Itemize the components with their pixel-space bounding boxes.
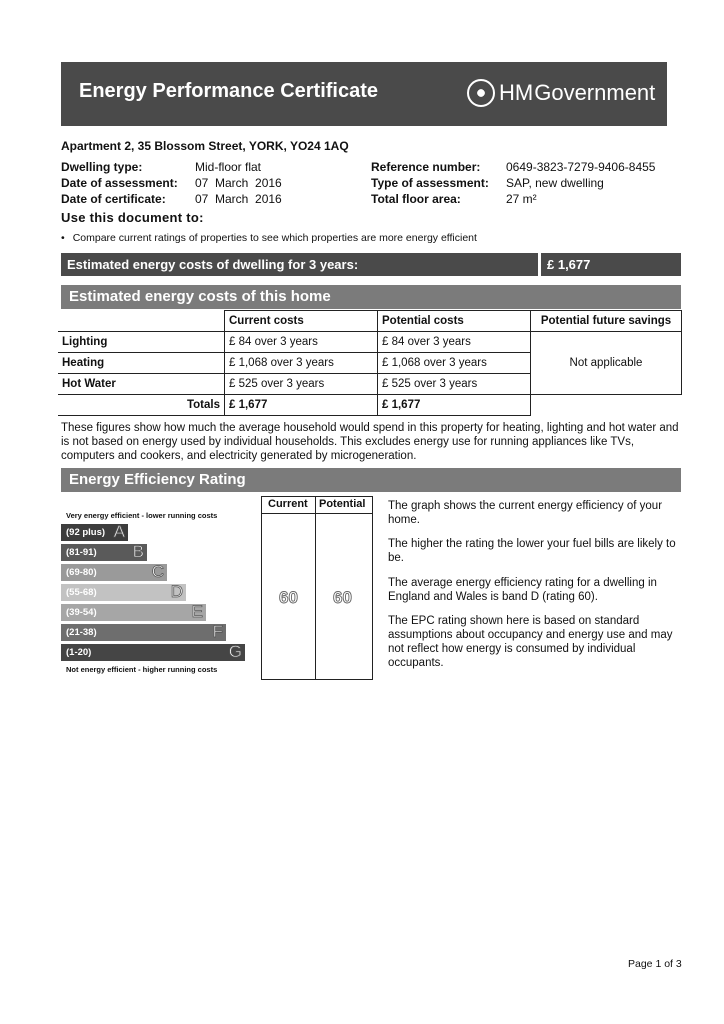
heating-current: £ 1,068 over 3 years: [225, 353, 378, 374]
estimated-3yr-value-box: [541, 253, 681, 276]
certificate-title: Energy Performance Certificate: [79, 80, 379, 102]
band-letter: B: [132, 542, 144, 561]
current-score: 60: [279, 588, 298, 607]
band-range: (21-38): [66, 627, 97, 638]
band-letter: F: [212, 622, 223, 641]
brand-suffix: Government: [534, 80, 656, 105]
reference-number-label: Reference number:: [371, 160, 481, 174]
band-range: (39-54): [66, 607, 97, 618]
heating-label: Heating: [58, 353, 225, 374]
band-letter: C: [151, 562, 164, 581]
estimated-3yr-label: Estimated energy costs of dwelling for 3 years:: [67, 257, 359, 272]
certificate-date-label: Date of certificate:: [61, 192, 166, 206]
rating-score-box: [261, 496, 373, 680]
band-range: (55-68): [66, 587, 97, 598]
table-row: [58, 332, 682, 353]
band-letter: G: [228, 642, 242, 661]
lighting-label: Lighting: [58, 332, 225, 353]
rating-text-2: The higher the rating the lower your fuel bills are likely to be.: [388, 538, 676, 564]
bullet-text: Compare current ratings of properties to see which properties are more energy efficient: [72, 232, 477, 244]
rating-band-g: [61, 644, 245, 661]
property-address: Apartment 2, 35 Blossom Street, YORK, YO24 1AQ: [61, 139, 349, 153]
current-column-header: Current: [268, 498, 308, 510]
rating-band-b: [61, 544, 147, 561]
dwelling-type-value: Mid-floor flat: [195, 160, 262, 174]
potential-column-header: Potential: [319, 498, 366, 510]
lighting-current: £ 84 over 3 years: [225, 332, 378, 353]
page-number: Page 1 of 3: [628, 958, 682, 970]
rating-band-e: [61, 604, 206, 621]
costs-note: These figures show how much the average household would spend in this property for heating, lighting and hot water and is not based on energy used by individual households. This excludes energy use for running appliances like TVs, computers and cookers, and electricity generated by microgeneration.: [61, 422, 679, 462]
current-costs-header: Current costs: [225, 311, 378, 332]
band-range: (92 plus): [66, 527, 106, 538]
rating-band-c: [61, 564, 167, 581]
lighting-potential: £ 84 over 3 years: [378, 332, 531, 353]
rating-section-header: [61, 468, 681, 492]
totals-current: £ 1,677: [225, 395, 378, 416]
table-header-row: [58, 311, 682, 332]
heating-potential: £ 1,068 over 3 years: [378, 353, 531, 374]
assessment-date-value: 07 March 2016: [195, 176, 282, 190]
bullet-icon: •: [61, 232, 65, 244]
hot-water-potential: £ 525 over 3 years: [378, 374, 531, 395]
costs-section-title: Estimated energy costs of this home: [69, 288, 331, 305]
rating-band-d: [61, 584, 186, 601]
band-range: (81-91): [66, 547, 97, 558]
totals-potential: £ 1,677: [378, 395, 531, 416]
hm-government-logo: [467, 78, 655, 108]
rating-score-divider: [315, 496, 316, 679]
totals-row: [58, 395, 682, 416]
band-letter: D: [170, 582, 183, 601]
reference-number-value: 0649-3823-7279-9406-8455: [506, 160, 656, 174]
dwelling-type-label: Dwelling type:: [61, 160, 143, 174]
rating-band-a: [61, 524, 128, 541]
rating-text-4: The EPC rating shown here is based on standard assumptions about occupancy and energy use and may not reflect how energy is consumed by individual occupants.: [388, 615, 673, 669]
rating-section-title: Energy Efficiency Rating: [69, 471, 246, 488]
costs-table: [58, 310, 682, 416]
table-corner: [58, 311, 225, 332]
certificate-date-value: 07 March 2016: [195, 192, 282, 206]
band-range: (69-80): [66, 567, 97, 578]
totals-empty: [531, 395, 682, 416]
assessment-date-label: Date of assessment:: [61, 176, 178, 190]
floor-area-label: Total floor area:: [371, 192, 461, 206]
rating-text-3: The average energy efficiency rating for a dwelling in England and Wales is band D (rating 60).: [388, 577, 657, 603]
assessment-type-label: Type of assessment:: [371, 176, 489, 190]
costs-section-header: [61, 285, 681, 309]
certificate-header: [61, 62, 667, 126]
band-letter: A: [113, 522, 125, 541]
hot-water-current: £ 525 over 3 years: [225, 374, 378, 395]
potential-score: 60: [333, 588, 352, 607]
hot-water-label: Hot Water: [58, 374, 225, 395]
estimated-3yr-value: £ 1,677: [547, 257, 591, 272]
future-savings-value: Not applicable: [531, 332, 682, 395]
totals-label: Totals: [58, 395, 225, 416]
efficient-label: Very energy efficient - lower running costs: [66, 511, 218, 520]
band-range: (1-20): [66, 647, 92, 658]
band-letter: E: [191, 602, 203, 621]
rating-text-1: The graph shows the current energy efficiency of your home.: [388, 500, 663, 526]
royal-crest-icon: [467, 79, 495, 107]
assessment-type-value: SAP, new dwelling: [506, 176, 604, 190]
potential-costs-header: Potential costs: [378, 311, 531, 332]
future-savings-header: Potential future savings: [531, 311, 682, 332]
floor-area-value: 27 m²: [506, 192, 537, 206]
rating-header-line: [261, 513, 372, 514]
estimated-3yr-bar: [61, 253, 538, 276]
use-document-title: Use this document to:: [61, 210, 204, 225]
brand-prefix: HM: [499, 80, 534, 105]
inefficient-label: Not energy efficient - higher running costs: [66, 665, 218, 674]
use-document-bullet: [61, 232, 477, 244]
rating-band-f: [61, 624, 226, 641]
